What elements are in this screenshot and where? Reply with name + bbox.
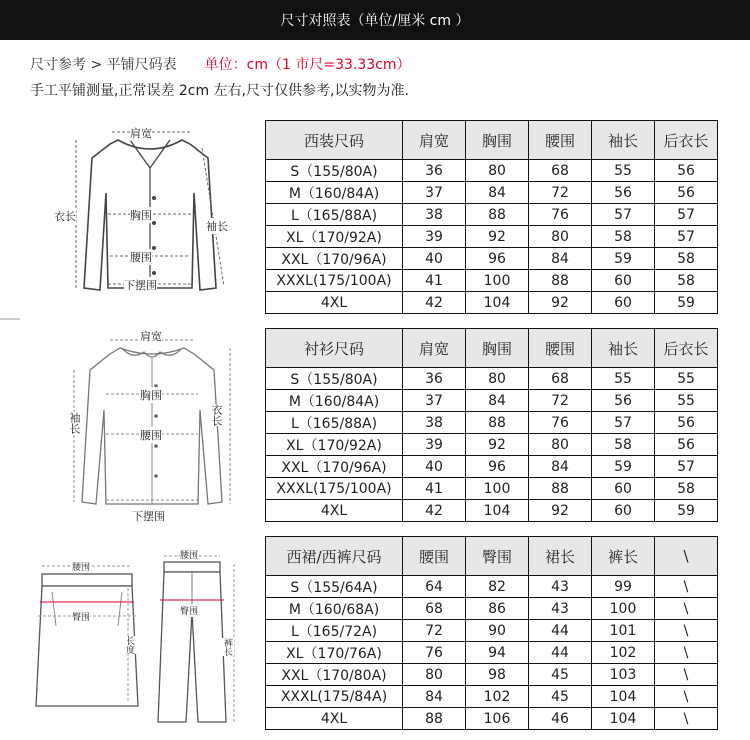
table-cell: 84 (529, 248, 592, 270)
size-cell: M（160/84A) (266, 182, 403, 204)
table-cell: 57 (592, 412, 655, 434)
table-cell: 60 (592, 500, 655, 522)
header-cell: 西裙/西裤尺码 (266, 537, 403, 576)
table-cell: \ (655, 576, 718, 598)
table-cell: 60 (592, 478, 655, 500)
shirt-diagram (62, 326, 242, 522)
table-cell: 58 (655, 248, 718, 270)
header-cell: 肩宽 (403, 329, 466, 368)
table-cell: 55 (592, 368, 655, 390)
table-cell: 40 (403, 248, 466, 270)
header-cell: 裙长 (529, 537, 592, 576)
header-cell: 后衣长 (655, 329, 718, 368)
unit-note: 单位：cm（1 市尺=33.33cm） (204, 57, 411, 73)
table-cell: 104 (592, 708, 655, 730)
table-cell: 104 (466, 292, 529, 314)
table-cell: 56 (655, 412, 718, 434)
table-row (266, 642, 718, 664)
suit-size-table (265, 120, 718, 314)
table-cell: 103 (592, 664, 655, 686)
table-cell: 43 (529, 576, 592, 598)
header-cell: 臀围 (466, 537, 529, 576)
table-cell: 56 (592, 182, 655, 204)
label-waist: 腰围 (180, 548, 198, 561)
divider (0, 318, 20, 320)
label-length: 衣长 (210, 404, 223, 426)
header-cell: 肩宽 (403, 121, 466, 160)
table-row (266, 598, 718, 620)
title-bar (0, 0, 750, 40)
table-cell: \ (655, 642, 718, 664)
table-cell: \ (655, 686, 718, 708)
table-header-row (266, 121, 718, 160)
table-row (266, 226, 718, 248)
table-cell: 38 (403, 204, 466, 226)
table-row (266, 248, 718, 270)
shirt-size-table (265, 328, 718, 522)
table-cell: 40 (403, 456, 466, 478)
table-cell: 98 (466, 664, 529, 686)
header-cell: 腰围 (403, 537, 466, 576)
label-chest: 胸围 (140, 389, 162, 402)
header-cell: 西装尺码 (266, 121, 403, 160)
size-cell: 4XL (266, 292, 403, 314)
suit-jacket-diagram (50, 118, 250, 308)
size-cell: L（165/88A) (266, 412, 403, 434)
table-cell: 68 (529, 368, 592, 390)
table-row (266, 478, 718, 500)
table-cell: 106 (466, 708, 529, 730)
label-hip: 臀围 (72, 610, 90, 623)
table-cell: 76 (403, 642, 466, 664)
label-length: 衣长 (54, 210, 76, 223)
table-cell: 92 (466, 434, 529, 456)
size-cell: S（155/80A) (266, 368, 403, 390)
table-cell: 57 (655, 456, 718, 478)
table-cell: 36 (403, 368, 466, 390)
table-cell: 45 (529, 686, 592, 708)
table-cell: 100 (466, 478, 529, 500)
size-cell: M（160/68A) (266, 598, 403, 620)
table-cell: 55 (655, 368, 718, 390)
table-cell: 59 (655, 292, 718, 314)
label-chest: 胸围 (130, 209, 152, 222)
size-cell: L（165/88A) (266, 204, 403, 226)
size-cell: 4XL (266, 708, 403, 730)
table-row (266, 390, 718, 412)
table-row (266, 434, 718, 456)
table-header-row (266, 329, 718, 368)
table-cell: 82 (466, 576, 529, 598)
table-cell: 72 (529, 390, 592, 412)
table-cell: 46 (529, 708, 592, 730)
table-cell: 55 (592, 160, 655, 182)
size-cell: L（165/72A) (266, 620, 403, 642)
header-cell: 腰围 (529, 329, 592, 368)
label-hem: 下摆围 (132, 510, 165, 523)
table-cell: 56 (655, 182, 718, 204)
table-row (266, 412, 718, 434)
size-cell: XL（170/92A) (266, 434, 403, 456)
table-cell: 96 (466, 456, 529, 478)
label-shoulder: 肩宽 (140, 330, 162, 343)
table-row (266, 500, 718, 522)
table-cell: 80 (466, 368, 529, 390)
size-cell: XXXL(175/100A) (266, 270, 403, 292)
page-title: 尺寸对照表（单位/厘米 cm ） (280, 13, 470, 29)
table-cell: 80 (403, 664, 466, 686)
table-cell: 58 (655, 270, 718, 292)
table-cell: 76 (529, 412, 592, 434)
table-row (266, 686, 718, 708)
table-row (266, 182, 718, 204)
table-cell: 58 (592, 226, 655, 248)
table-cell: \ (655, 620, 718, 642)
table-row (266, 204, 718, 226)
table-row (266, 368, 718, 390)
header-cell: 裤长 (592, 537, 655, 576)
table-cell: 59 (592, 248, 655, 270)
header-cell: 后衣长 (655, 121, 718, 160)
table-cell: 80 (529, 434, 592, 456)
table-cell: 42 (403, 292, 466, 314)
table-cell: \ (655, 708, 718, 730)
table-cell: 92 (529, 292, 592, 314)
table-cell: 88 (403, 708, 466, 730)
table-cell: 101 (592, 620, 655, 642)
table-cell: 102 (592, 642, 655, 664)
table-cell: 57 (592, 204, 655, 226)
table-header-row (266, 537, 718, 576)
label-waist: 腰围 (130, 251, 152, 264)
table-cell: 45 (529, 664, 592, 686)
table-row (266, 270, 718, 292)
table-row (266, 292, 718, 314)
label-waist: 腰围 (72, 560, 90, 573)
table-row (266, 620, 718, 642)
table-cell: 84 (403, 686, 466, 708)
size-cell: XXXL(175/100A) (266, 478, 403, 500)
table-cell: 38 (403, 412, 466, 434)
label-shoulder: 肩宽 (130, 127, 152, 140)
table-cell: 37 (403, 182, 466, 204)
table-cell: 43 (529, 598, 592, 620)
size-cell: XXXL(175/84A) (266, 686, 403, 708)
table-cell: 88 (529, 270, 592, 292)
size-cell: XXL（170/96A) (266, 248, 403, 270)
table-cell: 104 (592, 686, 655, 708)
measurement-note: 手工平铺测量,正常误差 2cm 左右,尺寸仅供参考,以实物为准. (30, 83, 409, 99)
table-cell: 100 (466, 270, 529, 292)
table-cell: 68 (529, 160, 592, 182)
size-cell: XXL（170/80A) (266, 664, 403, 686)
header-cell: 袖长 (592, 121, 655, 160)
label-hip: 臀围 (180, 604, 198, 617)
table-cell: 96 (466, 248, 529, 270)
table-cell: 37 (403, 390, 466, 412)
label-hem: 下摆围 (124, 279, 157, 292)
table-cell: 36 (403, 160, 466, 182)
reference-line (30, 54, 410, 74)
size-cell: XXL（170/96A) (266, 456, 403, 478)
table-cell: 60 (592, 292, 655, 314)
table-cell: 76 (529, 204, 592, 226)
table-row (266, 160, 718, 182)
table-cell: 86 (466, 598, 529, 620)
table-cell: 41 (403, 270, 466, 292)
header-cell: \ (655, 537, 718, 576)
table-cell: 72 (403, 620, 466, 642)
size-cell: M（160/84A) (266, 390, 403, 412)
pants-diagram (150, 548, 240, 728)
table-cell: 42 (403, 500, 466, 522)
header-cell: 袖长 (592, 329, 655, 368)
table-cell: 44 (529, 642, 592, 664)
table-cell: 59 (655, 500, 718, 522)
table-cell: 88 (466, 204, 529, 226)
table-cell: 55 (655, 390, 718, 412)
table-cell: 58 (592, 434, 655, 456)
label-sleeve: 袖长 (206, 220, 228, 233)
label-length: 裤长 (222, 638, 232, 656)
table-cell: 80 (466, 160, 529, 182)
table-cell: 39 (403, 434, 466, 456)
table-cell: 44 (529, 620, 592, 642)
table-cell: 39 (403, 226, 466, 248)
table-cell: 104 (466, 500, 529, 522)
table-cell: 92 (466, 226, 529, 248)
size-cell: S（155/80A) (266, 160, 403, 182)
table-cell: 58 (655, 478, 718, 500)
size-cell: S（155/64A) (266, 576, 403, 598)
table-cell: 56 (655, 434, 718, 456)
table-cell: 84 (466, 390, 529, 412)
header-cell: 衬衫尺码 (266, 329, 403, 368)
table-cell: 92 (529, 500, 592, 522)
table-cell: 100 (592, 598, 655, 620)
size-cell: XL（170/76A) (266, 642, 403, 664)
table-cell: 72 (529, 182, 592, 204)
size-cell: 4XL (266, 500, 403, 522)
header-cell: 胸围 (466, 121, 529, 160)
table-row (266, 456, 718, 478)
table-cell: 84 (529, 456, 592, 478)
header-cell: 腰围 (529, 121, 592, 160)
breadcrumb: 尺寸参考 > 平铺尺码表 (30, 57, 177, 73)
header-cell: 胸围 (466, 329, 529, 368)
label-waist: 腰围 (140, 429, 162, 442)
table-row (266, 576, 718, 598)
table-cell: 56 (655, 160, 718, 182)
label-sleeve: 袖长 (68, 412, 81, 434)
table-cell: 57 (655, 204, 718, 226)
table-cell: 57 (655, 226, 718, 248)
table-cell: 84 (466, 182, 529, 204)
table-cell: 99 (592, 576, 655, 598)
table-row (266, 708, 718, 730)
table-cell: 88 (529, 478, 592, 500)
size-cell: XL（170/92A) (266, 226, 403, 248)
table-cell: 88 (466, 412, 529, 434)
table-cell: 102 (466, 686, 529, 708)
table-cell: 41 (403, 478, 466, 500)
table-cell: 64 (403, 576, 466, 598)
label-length: 长度 (124, 636, 134, 654)
table-cell: \ (655, 664, 718, 686)
table-cell: 80 (529, 226, 592, 248)
skirt-pants-size-table (265, 536, 718, 730)
table-cell: 94 (466, 642, 529, 664)
table-cell: \ (655, 598, 718, 620)
table-cell: 90 (466, 620, 529, 642)
table-row (266, 664, 718, 686)
table-cell: 60 (592, 270, 655, 292)
table-cell: 59 (592, 456, 655, 478)
skirt-diagram (34, 556, 146, 716)
table-cell: 68 (403, 598, 466, 620)
table-cell: 56 (592, 390, 655, 412)
